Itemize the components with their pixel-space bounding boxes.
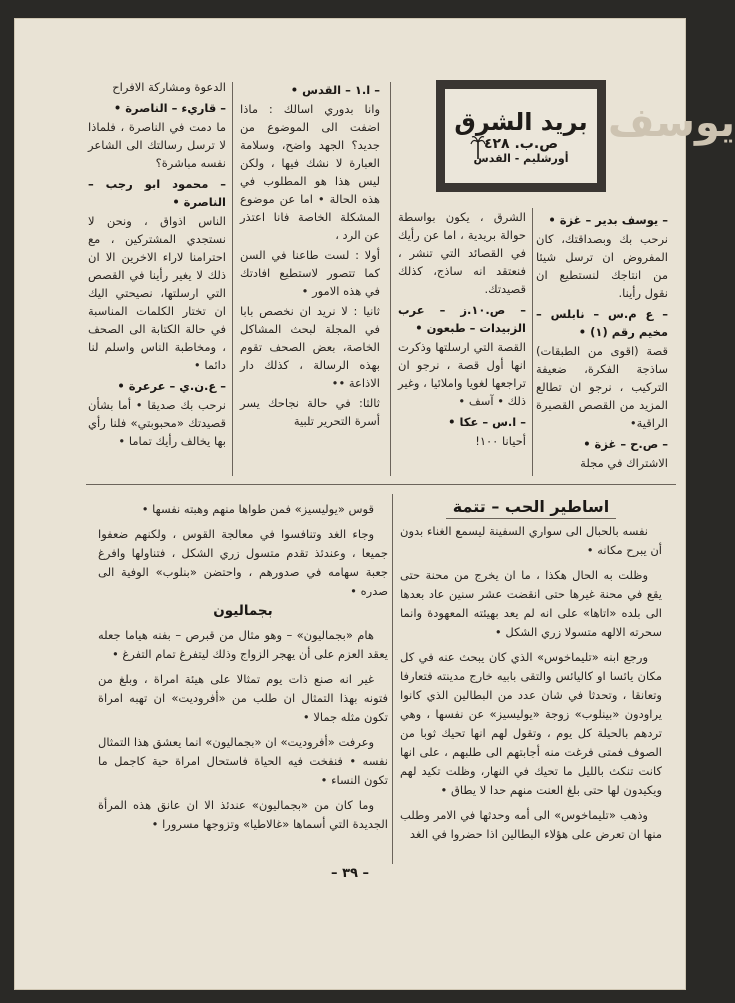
- section-divider: [86, 484, 676, 485]
- story-left-continued: [98, 626, 388, 840]
- reply-heading: – قاريء – الناصرة •: [113, 101, 226, 115]
- reply-column-4: [88, 78, 226, 452]
- paragraph: أحيانا ١٠٠!: [475, 434, 526, 448]
- logo-city: أورشليم - القدس: [473, 151, 569, 165]
- paragraph: وذهب «تليماخوس» الى أمه وحدثها في الامر وطلب منها ان تعرض على هؤلاء البطالين اذا حضروا في الغد: [400, 808, 662, 841]
- story-right-column: [400, 522, 662, 850]
- palm-tree-icon: [471, 133, 485, 159]
- reply-heading: – ص.ح – غزة •: [583, 437, 668, 451]
- reply-column-1: [536, 208, 668, 474]
- reply-heading: – ا.١ – القدس •: [290, 83, 380, 97]
- paragraph: أولا : لست طاعنا في السن كما تتصور لاستطيع افادتك في هذه الامور •: [240, 248, 380, 298]
- paragraph: الناس اذواق ، ونحن لا نستجدي المشتركين ، مع احترامنا لاراء الاخرين الا ان ذلك لا يغير رأينا في القصص التي ارسلتها، نصيحتي اليك ان تختار الكلمات المناسبة في حالة الكتابة الى الصحف ، ومخاطبة الناس واسلم لنا دائما •: [88, 214, 226, 372]
- paragraph: ما دمت في الناصرة ، فلماذا لا ترسل رسالتك الى الشاعر نفسه مباشرة؟: [88, 120, 226, 170]
- paragraph: وما كان من «بجماليون» عندئذ الا ان عانق هذه المرأة الجديدة التي أسماها «غالاطيا» وتزوجها مسرورا •: [98, 798, 388, 831]
- paragraph: ثالثا: في حالة نجاحك يسر أسرة التحرير تلبية: [240, 396, 380, 428]
- pygmalion-title: بجماليون: [213, 603, 273, 619]
- column-divider: [532, 208, 533, 476]
- reply-heading: – ا.س – عكا •: [448, 415, 526, 429]
- column-divider: [392, 494, 393, 864]
- paragraph: القصة التي ارسلتها وذكرت انها أول قصة ، نرجو ان تراجعها لغويا واملائيا ، وغير ذلك • آسف •: [398, 340, 526, 408]
- paragraph: ورجع ابنه «تليماخوس» الذي كان يبحث عنه في كل مكان يائسا او كاليائس والتقى بابيه خارج مدينته فتعارفا وتعانقا ، وتحدثا في شان عدد من البطالين الذي كانوا يراودون «بينلوب» زوجة «يوليسيز» عن نفسها ، وهي تردهم بالحيلة كل يوم ، وتقول لهم انها تحيك ثوبا من الصوف فمتى فرغت منه أجابتهم الى طلبهم ، على انها كانت تنكث بالليل ما تحيك في النهار، وظلت تكيد لهم ويكيدون لها حتى بلغ العنت منهم حدا لا يطاق •: [400, 650, 662, 797]
- faded-heading: يوسف: [608, 100, 735, 146]
- paragraph: وظلت به الحال هكذا ، ما ان يخرج من محنة حتى يقع في محنة غيرها حتى انقضت عشر سنين عاد بعدها الى بلده «اتاها» على انه لم يعد بهيئته المعهودة وانما سحرته الالهه متسولا زري الشكل •: [400, 568, 662, 639]
- column-divider: [232, 82, 233, 476]
- paragraph: وانا بدوري اسالك : ماذا اضفت الى الموضوع من جديد؟ الجهد واضح، وسلامة العبارة لا نشك فيها ، ولكن ليس هذا هو المطلوب في هذه الحالة • اما عن موضوع المشكلة الخاصة فانا اعتذر عن الرد ،: [240, 102, 380, 242]
- paragraph: وعرفت «أفروديت» ان «بجماليون» انما يعشق هذا التمثال نفسه • فنفخت فيه الحياة فاستحال امراة حية كاجمل ما تكون النساء •: [98, 735, 388, 787]
- paragraph: هام «بجماليون» – وهو مثال من قبرص – بفنه هياما جعله يعقد العزم على أن يهجر الزواج وذلك ليتفرغ تمام التفرغ •: [98, 628, 388, 661]
- reply-heading: – محمود ابو رجب – الناصرة •: [88, 177, 226, 209]
- reply-column-2: [398, 208, 526, 452]
- column-divider: [390, 82, 391, 476]
- story-title: اساطير الحب – تتمة: [452, 497, 610, 516]
- paragraph: الشرق ، يكون بواسطة حوالة بريدية ، اما عن رأيك في القصائد التي تنشر ، فنعتقد انه ساذج، كذلك قصيدتك.: [398, 210, 526, 296]
- paragraph: قوس «يوليسيز» فمن طواها منهم وهبته نفسها •: [141, 502, 374, 516]
- paragraph: غير انه صنع ذات يوم تمثالا على هيئة امراة ، وبلغ من فتونه بهذا التمثال ان طلب من «أفروديت» ان تهبه امراة تكون مثله جمالا •: [98, 672, 388, 724]
- logo-title: بريد الشرق: [454, 107, 588, 136]
- paragraph: وجاء الغد وتنافسوا في معالجة القوس ، ولكنهم ضعفوا جميعا ، وعندئذ تقدم متسول زري الشكل ، فتناولها وافرغ جعبة سهامه في صدورهم ، واحتضن «بنلوب» الوفية الى صدره •: [98, 527, 388, 598]
- logo-box: [436, 80, 606, 192]
- story-left-column: [98, 500, 388, 607]
- paragraph: الاشتراك في مجلة: [580, 456, 668, 470]
- paragraph: نفسه بالحبال الى سواري السفينة ليسمع الغناء بدون أن يبرح مكانه •: [400, 524, 662, 557]
- reply-heading: – ع.ن.ي – عرعرة •: [117, 379, 226, 393]
- paragraph: الدعوة ومشاركة الافراح: [112, 80, 226, 94]
- reply-heading: – يوسف بدير – غزة •: [548, 213, 668, 227]
- reply-heading: – ع م.س – نابلس – مخيم رقم (١) •: [536, 307, 668, 339]
- logo-inner: [445, 89, 597, 183]
- paragraph: ثانيا : لا نريد ان نخصص بابا في المجلة لبحث المشاكل الخاصة، بعض الصحف تقوم بهذه الرسالة ، كذلك دار الاذاعة ••: [240, 304, 380, 390]
- reply-heading: – ص.١٠.ز – عرب الزبيدات – طبعون •: [398, 303, 526, 335]
- paragraph: نرحب بك صديقا • أما بشأن قصيدتك «محبوبتي» فلنا رأي بها يخالف رأيك تماما •: [88, 398, 226, 448]
- title-underline: [446, 518, 616, 519]
- page-number: – ٣٩ –: [331, 866, 369, 881]
- reply-column-3: [240, 78, 380, 432]
- paragraph: قصة (اقوى من الطبقات) ساذجة الفكرة، ضعيفة التركيب ، نرجو ان تطالع المزيد من القصص القصيرة الراقية•: [536, 344, 668, 430]
- logo-box-number: ص.ب. ٤٢٨: [483, 135, 559, 152]
- paragraph: نرحب بك وبصداقتك، كان المفروض ان ترسل شيئا من انتاجك لنستطيع ان نقول رأينا.: [536, 232, 668, 300]
